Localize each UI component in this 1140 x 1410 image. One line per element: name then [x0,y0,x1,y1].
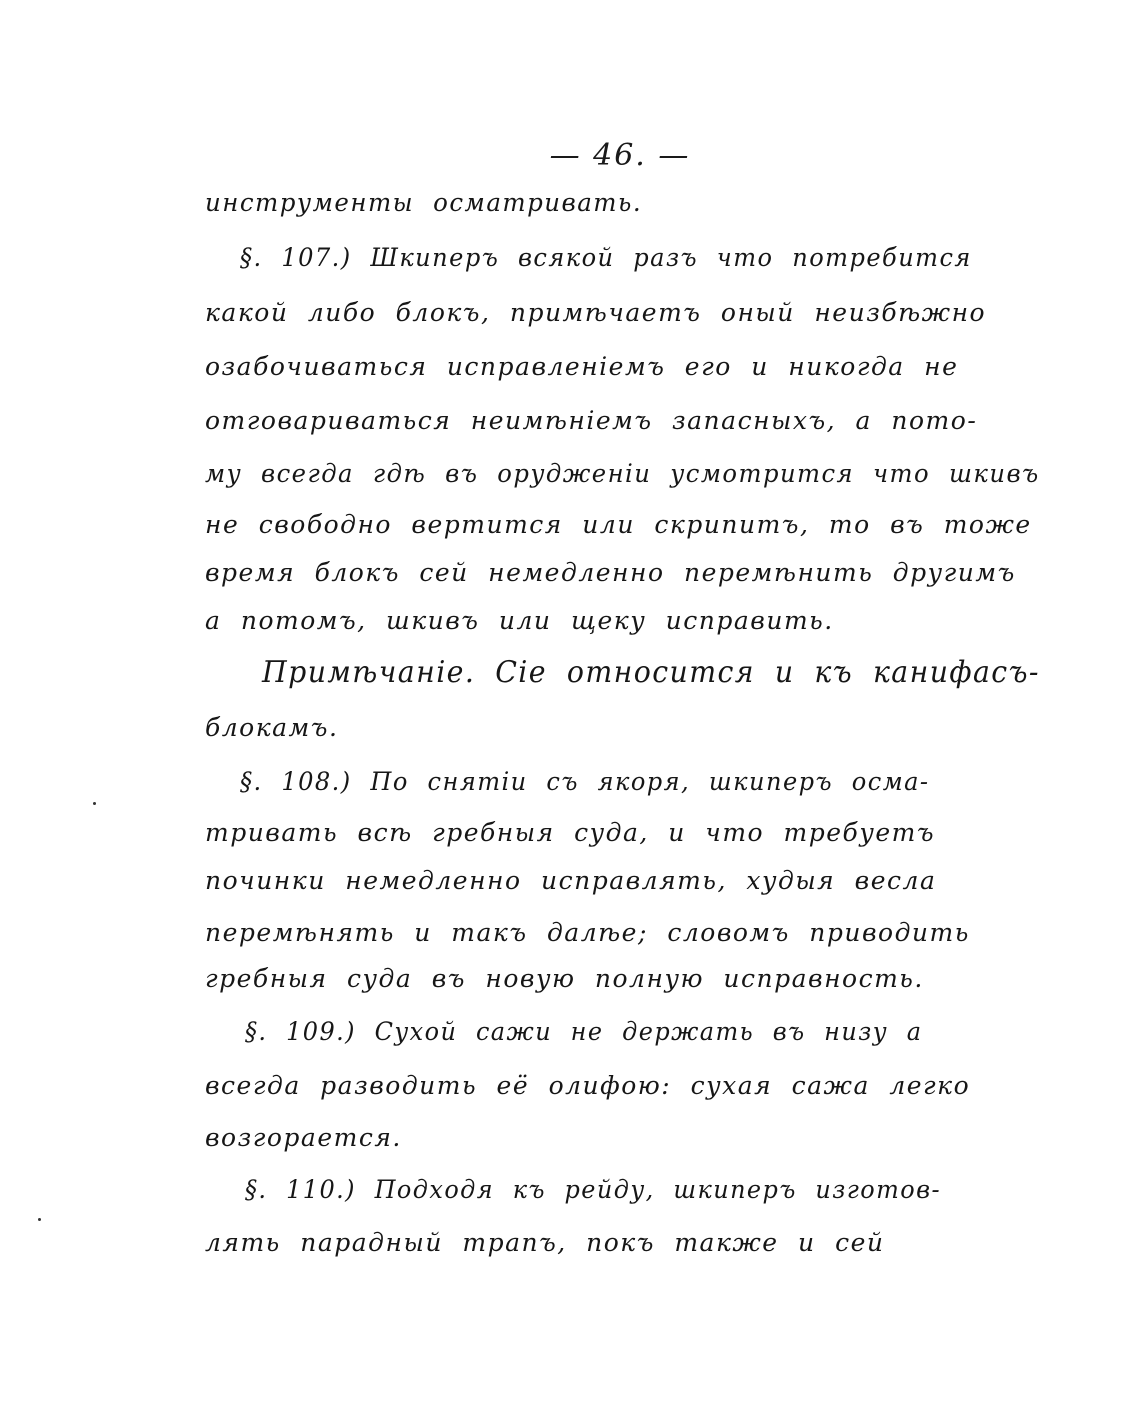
text-line: перемѣнять и такъ далѣе; словомъ приводить [205,918,970,947]
text-line: починки немедленно исправлять, худыя весла [205,866,937,895]
text-line: тривать всѣ гребныя суда, и что требуетъ [205,818,935,847]
section-107-line: §. 107.) Шкиперъ всякой разъ что потребится [240,243,972,272]
ink-speck [38,1218,41,1221]
text-line: лять парадный трапъ, покъ также и сей [205,1228,885,1257]
text-line: всегда разводить её олифою: сухая сажа легко [205,1071,971,1100]
section-109-line: §. 109.) Сухой сажи не держать въ низу а [245,1017,923,1046]
note-heading-line: Примѣчаніе. Сіе относится и къ канифасъ- [262,655,1040,690]
text-line: а потомъ, шкивъ или щеку исправить. [205,606,834,635]
ink-speck [93,802,96,805]
text-line: возгорается. [205,1123,402,1152]
text-line: время блокъ сей немедленно перемѣнить другимъ [205,558,1016,587]
text-line: блокамъ. [205,713,339,742]
text-line: отговариваться неимѣніемъ запасныхъ, а пото- [205,406,978,435]
text-line: не свободно вертится или скрипитъ, то въ тоже [205,510,1032,539]
section-108-line: §. 108.) По снятіи съ якоря, шкиперъ осма- [240,767,930,796]
page-number: — 46. — [549,138,691,173]
text-line: озабочиваться исправленіемъ его и никогда не [205,352,959,381]
text-line: какой либо блокъ, примѣчаетъ оный неизбѣжно [205,298,987,327]
section-110-line: §. 110.) Подходя къ рейду, шкиперъ изготов- [245,1175,942,1204]
text-line: гребныя суда въ новую полную исправность. [205,964,924,993]
text-line: му всегда гдѣ въ орудженіи усмотрится что шкивъ [205,459,1040,488]
text-line: инструменты осматривать. [205,188,643,217]
